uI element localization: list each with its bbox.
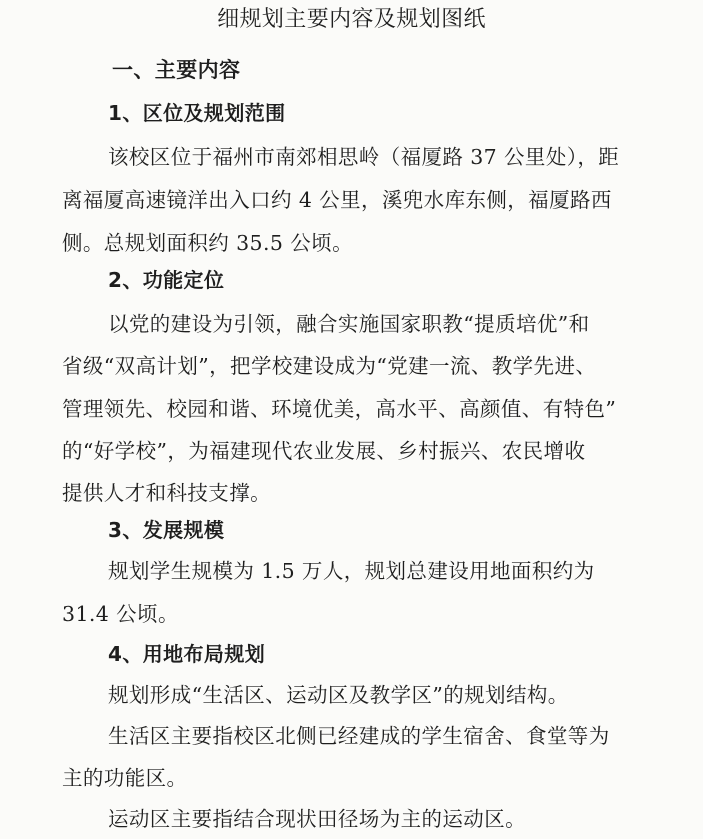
paragraph-line: 管理领先、校园和谐、环境优美，高水平、高颜值、有特色”: [62, 397, 617, 421]
paragraph-line: 规划形成“生活区、运动区及教学区”的规划结构。: [108, 683, 569, 707]
paragraph-line: 规划学生规模为 1.5 万人，规划总建设用地面积约为: [108, 559, 595, 583]
subsection-heading-scale: 3、发展规模: [108, 518, 225, 542]
paragraph-line: 31.4 公顷。: [62, 602, 179, 626]
subsection-heading-location: 1、区位及规划范围: [108, 101, 286, 125]
paragraph-line: 省级“双高计划”，把学校建设成为“党建一流、教学先进、: [62, 354, 597, 378]
paragraph-line: 该校区位于福州市南郊相思岭（福厦路 37 公里处），距: [108, 145, 620, 169]
subsection-heading-function: 2、功能定位: [108, 268, 225, 292]
paragraph-line: 提供人才和科技支撑。: [62, 481, 271, 505]
paragraph-line: 侧。总规划面积约 35.5 公顷。: [62, 231, 353, 255]
paragraph-line: 离福厦高速镜洋出入口约 4 公里，溪兜水库东侧，福厦路西: [62, 188, 612, 212]
paragraph-line: 的“好学校”，为福建现代农业发展、乡村振兴、农民增收: [62, 439, 586, 463]
paragraph-line: 生活区主要指校区北侧已经建成的学生宿舍、食堂等为: [108, 724, 610, 748]
paragraph-line: 以党的建设为引领，融合实施国家职教“提质培优”和: [108, 312, 590, 336]
paragraph-line: 运动区主要指结合现状田径场为主的运动区。: [108, 807, 526, 831]
subsection-heading-land-use: 4、用地布局规划: [108, 642, 266, 666]
paragraph-line: 主的功能区。: [62, 766, 188, 790]
section-heading: 一、主要内容: [112, 58, 241, 82]
document-title: 细规划主要内容及规划图纸: [217, 7, 486, 32]
